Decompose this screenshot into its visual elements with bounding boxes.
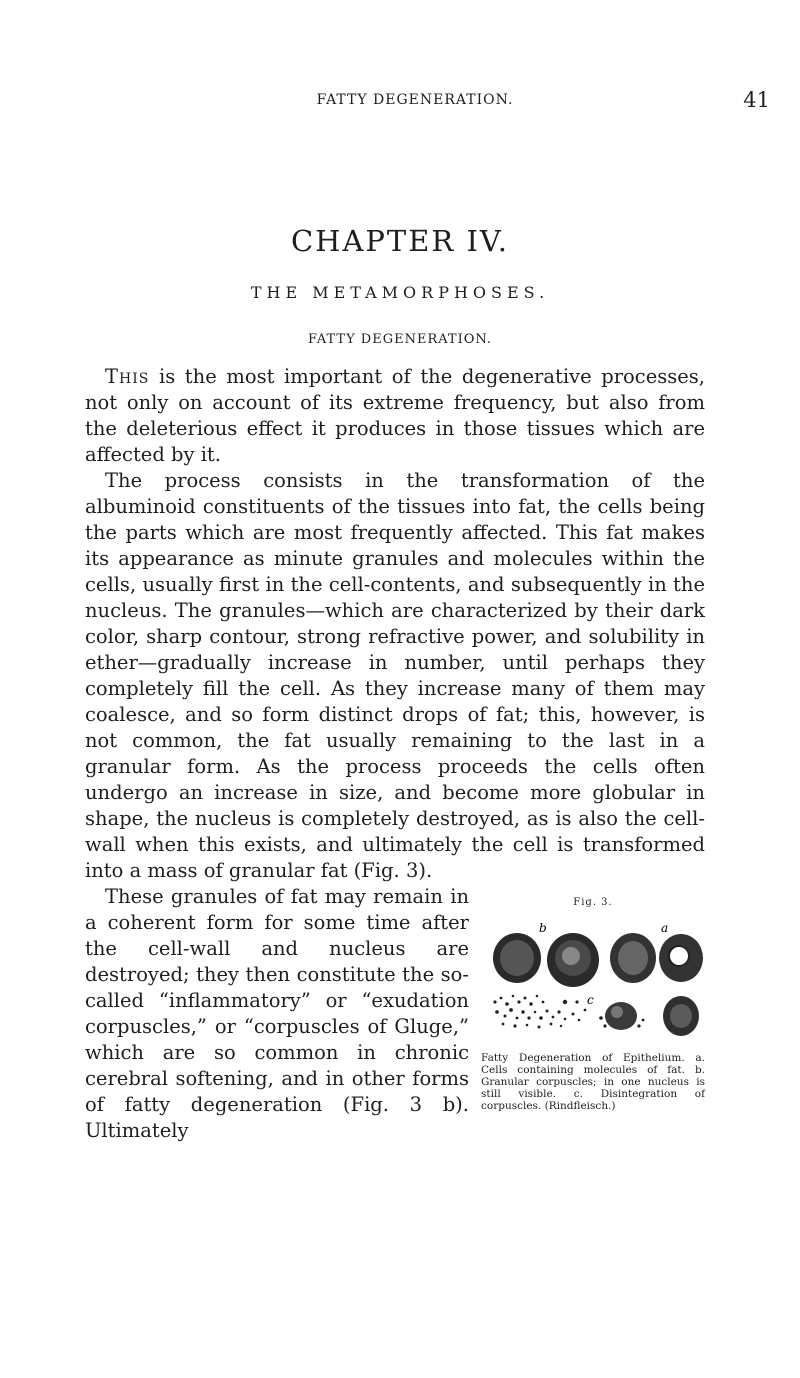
running-title: FATTY DEGENERATION. [316,92,514,108]
paragraph-1 [85,364,705,468]
chapter-title: CHAPTER IV. [290,224,510,258]
page-number: 41 [743,88,770,112]
figure-letter-b: b [539,921,547,935]
paragraph-2-text: The process consists in the transformation of the albuminoid constituents of the tissues into fat, the cells being the parts which are most frequently affected. This fat makes its appearance as minute granules and molecules within the cells, usually first in the cell-contents, and subsequently in the nucleus. The granules—which are characterized by their dark color, sharp contour, strong refractive power, and solubility in ether—gradually increase in number, until perhaps they completely fill the cell. As they increase many of them may coalesce, and so form distinct drops of fat; this, however, is not common, the fat usually remaining to the last in a granular form. As the process proceeds the cells often undergo an increase in size, and become more globular in shape, the nucleus is completely destroyed, as is also the cell-wall when this exists, and ultimately the cell is transformed into a mass of granular fat (Fig. 3). [85,469,705,882]
paragraph-3-text: These granules of fat may remain in a coherent form for some time after the cell-wall and nucleus are destroyed; they then constitute the so-called “inflammatory” or “exudation corpuscles,” or “corpuscles of Gluge,” which are so common in chronic cerebral softening, and in other forms of fatty degeneration (Fig. 3 b). Ultimately [85,885,469,1142]
figure-letter-c: c [587,993,594,1007]
paragraph-2 [85,468,705,884]
paragraph-1-text: is the most important of the degenerative processes, not only on account of its extreme frequency, but also from the deleterious effect it produces in those tissues which are affected by it. [85,365,705,466]
cell-group-c [599,996,699,1036]
running-head [60,88,770,112]
caption-c: c. Disintegration of corpuscles. [481,1088,705,1112]
cell-group-a [610,933,703,983]
paragraph-lead: This [105,365,150,388]
section-title: THE METAMORPHOSES. [250,283,550,302]
cell-group-b [493,933,599,987]
figure-letter-a: a [661,921,669,935]
caption-b: b. Granular corpuscles; in one nucleus is still visible. [481,1064,705,1100]
figure-3 [481,890,705,1112]
caption-title: Fatty Degeneration of Epithelium. [481,1052,685,1064]
caption-a: a. Cells containing molecules of fat. [481,1052,706,1076]
figure-caption [481,1052,705,1112]
fatty-degeneration-illustration [481,918,705,1048]
caption-credit: (Rindfleisch.) [544,1100,616,1112]
granule-scatter [493,995,586,1029]
subsection-title: FATTY DEGENERATION. [307,332,493,347]
body-text [85,364,705,1144]
figure-label: Fig. 3. [573,897,613,908]
